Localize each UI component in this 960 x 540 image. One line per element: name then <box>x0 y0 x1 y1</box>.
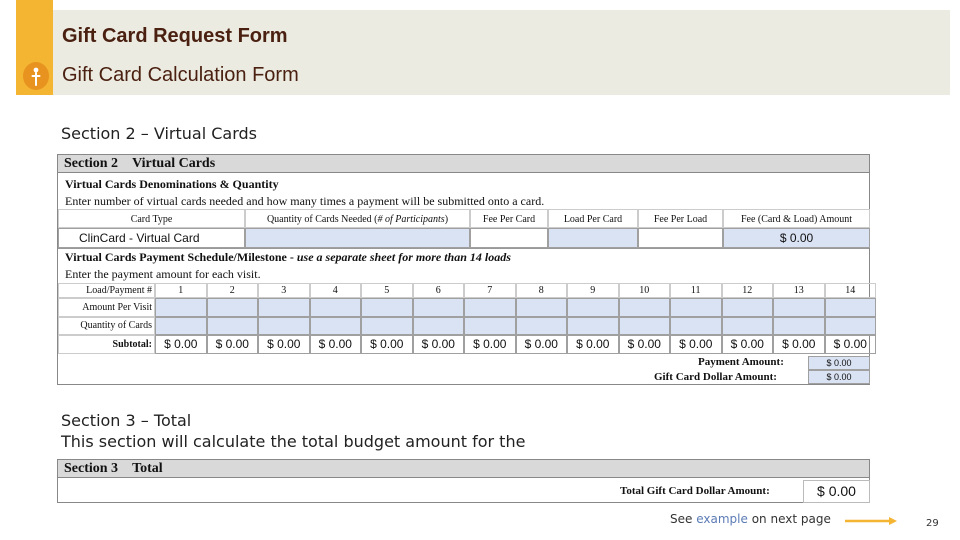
load-number: 10 <box>619 283 671 298</box>
schedule-title-line: Virtual Cards Payment Schedule/Milestone - use a separate sheet for more than 14 loads <box>65 250 511 264</box>
schedule-instruction: Enter the payment amount for each visit. <box>65 267 261 281</box>
quantity-of-cards-input[interactable] <box>670 317 722 335</box>
subtotal-value: $ 0.00 <box>567 335 619 354</box>
amount-per-visit-input[interactable] <box>413 298 465 317</box>
schedule-row-label: Amount Per Visit <box>58 298 155 317</box>
total-label: Total Gift Card Dollar Amount: <box>620 485 770 497</box>
denomination-input[interactable] <box>548 228 638 248</box>
gift-card-dollar-value: $ 0.00 <box>808 370 870 384</box>
subtotal-value: $ 0.00 <box>773 335 825 354</box>
load-number: 12 <box>722 283 774 298</box>
quantity-of-cards-input[interactable] <box>825 317 877 335</box>
column-header: Fee Per Card <box>470 209 548 228</box>
person-logo-icon <box>23 62 49 90</box>
card-type-value: ClinCard - Virtual Card <box>58 228 245 248</box>
section3-heading: Section 3 – Total <box>61 411 192 430</box>
total-form <box>57 459 870 503</box>
amount-per-visit-input[interactable] <box>155 298 207 317</box>
load-number: 4 <box>310 283 362 298</box>
column-header: Fee Per Load <box>638 209 723 228</box>
amount-per-visit-input[interactable] <box>258 298 310 317</box>
amount-per-visit-input[interactable] <box>464 298 516 317</box>
divider <box>58 248 869 249</box>
subtotal-value: $ 0.00 <box>258 335 310 354</box>
quantity-of-cards-input[interactable] <box>207 317 259 335</box>
subtotal-value: $ 0.00 <box>670 335 722 354</box>
quantity-of-cards-input[interactable] <box>310 317 362 335</box>
gift-card-dollar-label: Gift Card Dollar Amount: <box>654 371 777 383</box>
arrow-right-icon <box>845 516 897 526</box>
load-number: 3 <box>258 283 310 298</box>
load-number: 8 <box>516 283 568 298</box>
quantity-of-cards-input[interactable] <box>258 317 310 335</box>
load-number: 1 <box>155 283 207 298</box>
total-value: $ 0.00 <box>803 480 870 503</box>
load-number: 2 <box>207 283 259 298</box>
quantity-of-cards-input[interactable] <box>567 317 619 335</box>
amount-per-visit-input[interactable] <box>516 298 568 317</box>
quantity-of-cards-input[interactable] <box>361 317 413 335</box>
denominations-title: Virtual Cards Denominations & Quantity <box>65 177 279 191</box>
subtotal-value: $ 0.00 <box>464 335 516 354</box>
section3-description: This section will calculate the total budget amount for the <box>61 432 526 451</box>
subtotal-value: $ 0.00 <box>619 335 671 354</box>
denomination-input[interactable] <box>470 228 548 248</box>
load-number: 5 <box>361 283 413 298</box>
page-number: 29 <box>926 518 939 529</box>
load-number: 14 <box>825 283 877 298</box>
subtotal-value: $ 0.00 <box>825 335 877 354</box>
quantity-of-cards-input[interactable] <box>155 317 207 335</box>
amount-per-visit-input[interactable] <box>722 298 774 317</box>
quantity-of-cards-input[interactable] <box>773 317 825 335</box>
load-number: 7 <box>464 283 516 298</box>
denomination-input[interactable] <box>245 228 470 248</box>
subtotal-value: $ 0.00 <box>207 335 259 354</box>
quantity-of-cards-input[interactable] <box>619 317 671 335</box>
column-header: Quantity of Cards Needed (# of Participants) <box>245 209 470 228</box>
denominations-instruction: Enter number of virtual cards needed and how many times a payment will be submitted onto a card. <box>65 194 545 208</box>
schedule-row-label: Quantity of Cards <box>58 317 155 335</box>
load-number: 11 <box>670 283 722 298</box>
section2-form-header: Section 2 Virtual Cards <box>58 155 869 173</box>
section2-heading: Section 2 – Virtual Cards <box>61 124 258 143</box>
amount-per-visit-input[interactable] <box>670 298 722 317</box>
quantity-of-cards-input[interactable] <box>464 317 516 335</box>
virtual-cards-form <box>57 154 870 385</box>
page-title: Gift Card Request Form <box>62 25 288 47</box>
subtotal-value: $ 0.00 <box>722 335 774 354</box>
column-header: Fee (Card & Load) Amount <box>723 209 870 228</box>
subtotal-value: $ 0.00 <box>413 335 465 354</box>
load-number: 9 <box>567 283 619 298</box>
fee-amount-value: $ 0.00 <box>723 228 870 248</box>
subtotal-value: $ 0.00 <box>310 335 362 354</box>
quantity-of-cards-input[interactable] <box>722 317 774 335</box>
load-number: 6 <box>413 283 465 298</box>
subtotal-value: $ 0.00 <box>155 335 207 354</box>
section3-form-header: Section 3 Total <box>58 460 869 478</box>
schedule-row-label: Load/Payment # <box>58 283 155 298</box>
payment-amount-value: $ 0.00 <box>808 356 870 370</box>
amount-per-visit-input[interactable] <box>310 298 362 317</box>
column-header: Card Type <box>58 209 245 228</box>
example-link[interactable]: example <box>696 512 748 526</box>
amount-per-visit-input[interactable] <box>825 298 877 317</box>
amount-per-visit-input[interactable] <box>619 298 671 317</box>
amount-per-visit-input[interactable] <box>567 298 619 317</box>
subtotal-value: $ 0.00 <box>361 335 413 354</box>
amount-per-visit-input[interactable] <box>773 298 825 317</box>
denomination-input[interactable] <box>638 228 723 248</box>
payment-amount-label: Payment Amount: <box>698 356 784 368</box>
quantity-of-cards-input[interactable] <box>516 317 568 335</box>
load-number: 13 <box>773 283 825 298</box>
amount-per-visit-input[interactable] <box>361 298 413 317</box>
schedule-row-label: Subtotal: <box>58 335 155 354</box>
amount-per-visit-input[interactable] <box>207 298 259 317</box>
page-subtitle: Gift Card Calculation Form <box>62 64 299 86</box>
quantity-of-cards-input[interactable] <box>413 317 465 335</box>
subtotal-value: $ 0.00 <box>516 335 568 354</box>
footer-note: See example on next page <box>670 512 831 526</box>
column-header: Load Per Card <box>548 209 638 228</box>
